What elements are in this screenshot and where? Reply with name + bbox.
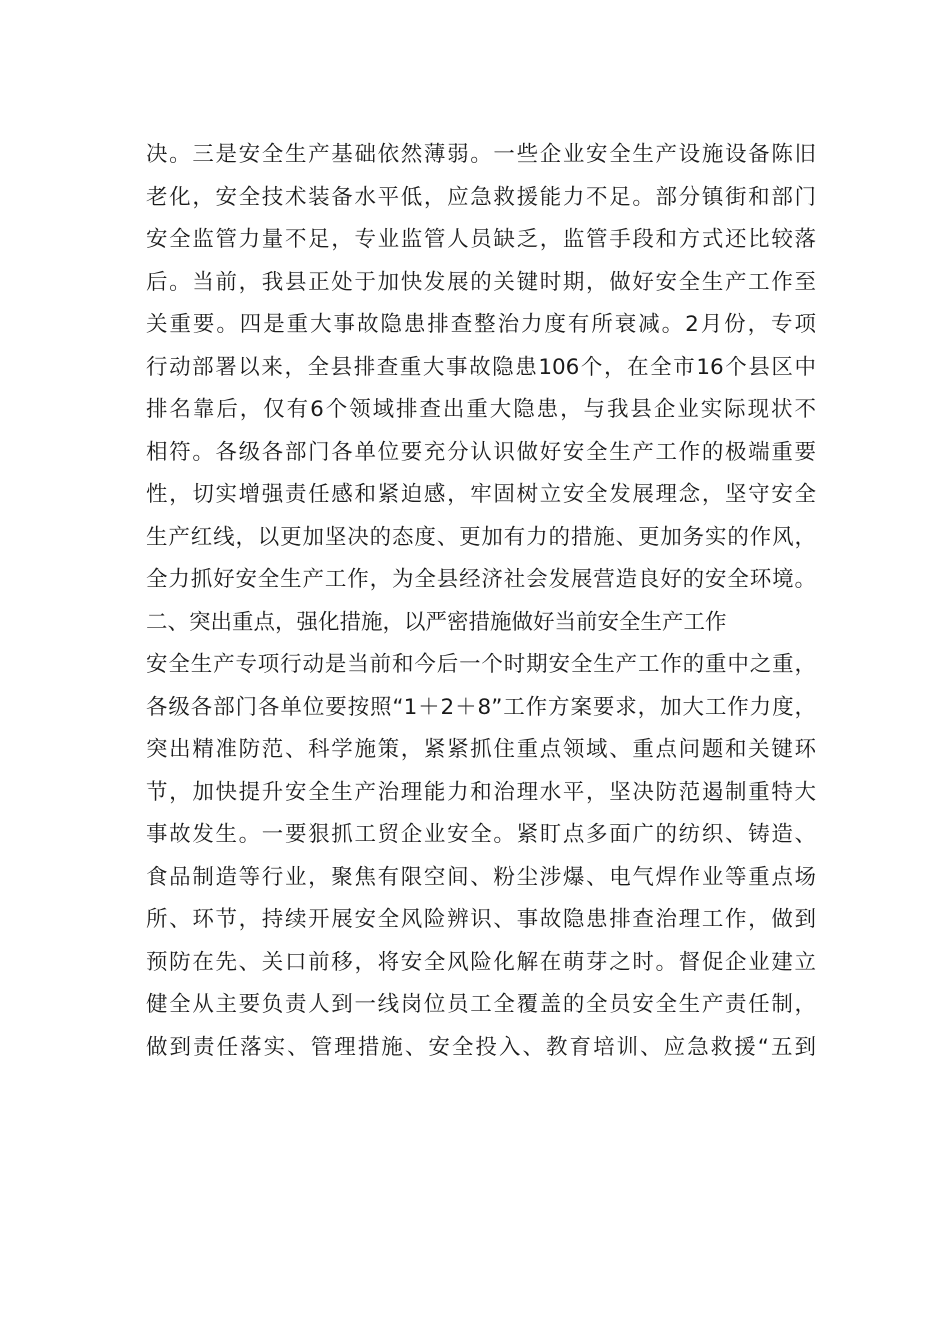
text-line: 安全生产专项行动是当前和今后一个时期安全生产工作的重中之重，	[146, 652, 816, 677]
text-line: 生产红线，以更加坚决的态度、更加有力的措施、更加务实的作风，	[146, 524, 816, 550]
text-line: 预防在先、关口前移，将安全风险化解在萌芽之时。督促企业建立	[146, 949, 816, 975]
text-line: 所、环节，持续开展安全风险辨识、事故隐患排查治理工作，做到	[146, 907, 816, 932]
text-line: 老化，安全技术装备水平低，应急救援能力不足。部分镇街和部门	[146, 184, 816, 210]
text-line: 事故发生。一要狠抓工贸企业安全。紧盯点多面广的纺织、铸造、	[146, 822, 816, 847]
text-line: 决。三是安全生产基础依然薄弱。一些企业安全生产设施设备陈旧	[146, 142, 816, 167]
text-line: 节，加快提升安全生产治理能力和治理水平，坚决防范遏制重特大	[146, 779, 816, 805]
text-line: 安全监管力量不足，专业监管人员缺乏，监管手段和方式还比较落	[146, 227, 816, 252]
text-line: 突出精准防范、科学施策，紧紧抓住重点领域、重点问题和关键环	[146, 737, 816, 762]
text-line: 排名靠后，仅有6个领域排查出重大隐患，与我县企业实际现状不	[146, 397, 816, 422]
text-line: 全力抓好安全生产工作，为全县经济社会发展营造良好的安全环境。	[146, 567, 816, 592]
text-line: 行动部署以来，全县排查重大事故隐患106个，在全市16个县区中	[146, 354, 816, 380]
text-line: 食品制造等行业，聚焦有限空间、粉尘涉爆、电气焊作业等重点场	[146, 864, 816, 890]
text-line: 性，切实增强责任感和紧迫感，牢固树立安全发展理念，坚守安全	[146, 482, 816, 507]
text-line: 各级各部门各单位要按照“1＋2＋8”工作方案要求，加大工作力度，	[146, 694, 816, 720]
text-line: 做到责任落实、管理措施、安全投入、教育培训、应急救援“五到	[146, 1034, 816, 1060]
document-body	[146, 134, 816, 1069]
text-line: 后。当前，我县正处于加快发展的关键时期，做好安全生产工作至	[146, 269, 816, 295]
text-line: 健全从主要负责人到一线岗位员工全覆盖的全员安全生产责任制，	[146, 992, 816, 1017]
text-line: 关重要。四是重大事故隐患排查整治力度有所衰减。2月份，专项	[146, 312, 816, 337]
text-line: 相符。各级各部门各单位要充分认识做好安全生产工作的极端重要	[146, 439, 816, 465]
section-heading: 二、突出重点，强化措施，以严密措施做好当前安全生产工作	[146, 609, 727, 635]
